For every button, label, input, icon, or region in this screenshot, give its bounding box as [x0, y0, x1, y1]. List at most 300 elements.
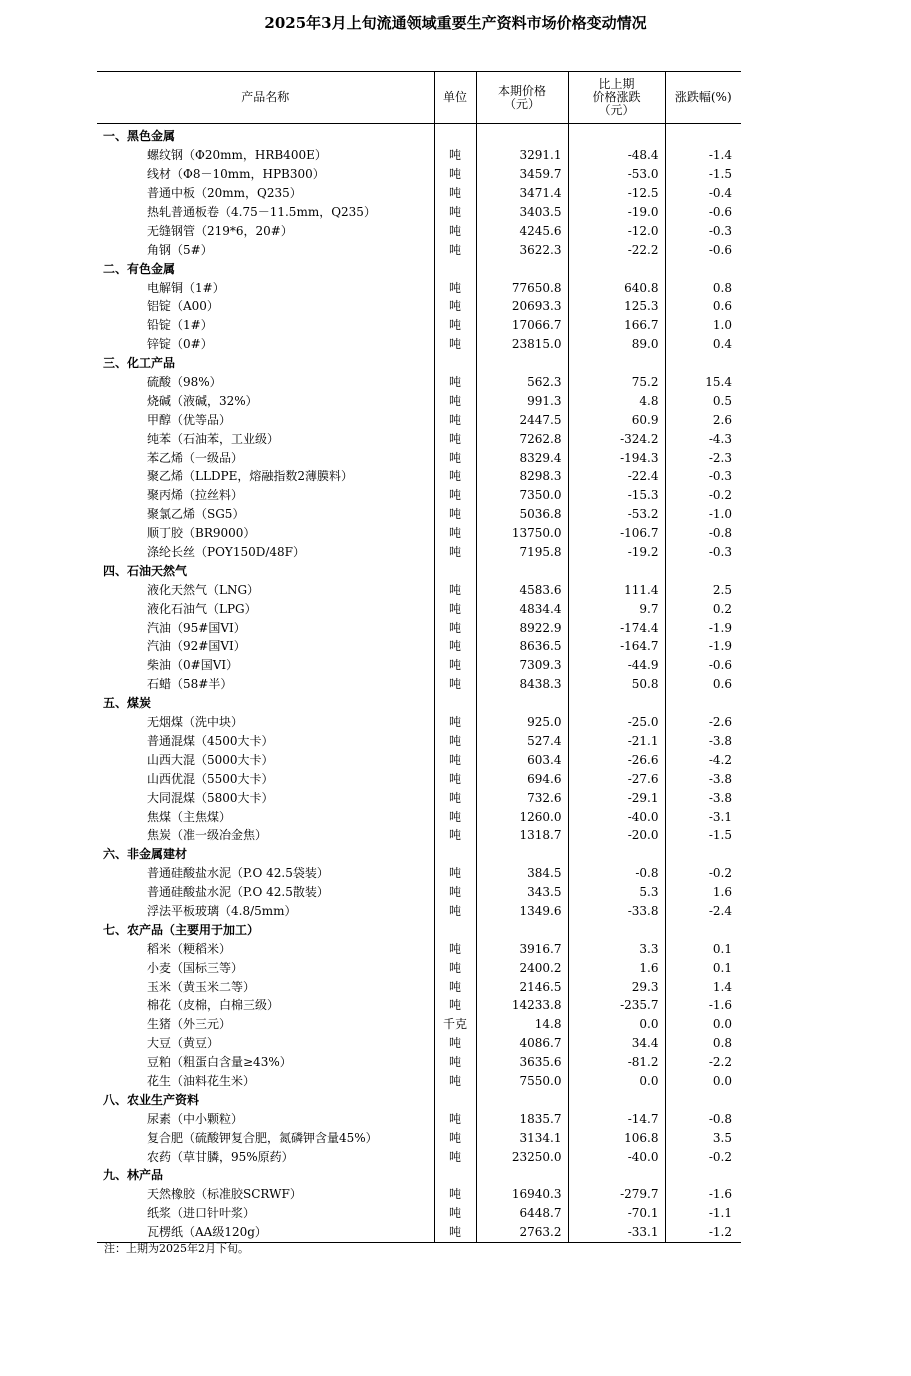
unit-cell — [434, 694, 476, 713]
price-change-cell — [568, 845, 665, 864]
product-name-cell: 普通中板（20mm，Q235） — [147, 186, 302, 201]
current-price-cell: 925.0 — [476, 713, 568, 732]
unit-cell: 吨 — [434, 240, 476, 259]
product-name-cell: 锌锭（0#） — [147, 337, 213, 352]
price-change-cell: -235.7 — [568, 996, 665, 1015]
current-price-cell: 1349.6 — [476, 902, 568, 921]
current-price-cell: 17066.7 — [476, 316, 568, 335]
table-row — [97, 410, 741, 429]
current-price-cell: 8922.9 — [476, 618, 568, 637]
current-price-cell: 991.3 — [476, 391, 568, 410]
table-row — [97, 713, 741, 732]
product-name-cell: 生猪（外三元） — [147, 1017, 232, 1032]
product-name-cell: 螺纹钢（Φ20mm，HRB400E） — [147, 148, 327, 163]
price-change-cell: 0.0 — [568, 1015, 665, 1034]
price-change-cell — [568, 1090, 665, 1109]
change-percent-cell: -3.8 — [665, 732, 741, 751]
current-price-cell: 7550.0 — [476, 1072, 568, 1091]
product-name-cell: 普通硅酸盐水泥（P.O 42.5袋装） — [147, 866, 329, 881]
table-row — [97, 486, 741, 505]
product-name-cell: 天然橡胶（标准胶SCRWF） — [147, 1187, 302, 1202]
price-change-cell: -194.3 — [568, 448, 665, 467]
change-percent-cell: 0.8 — [665, 278, 741, 297]
product-name-cell: 聚氯乙烯（SG5） — [147, 507, 245, 522]
product-name-cell: 无烟煤（洗中块） — [147, 715, 244, 730]
change-percent-cell: -2.2 — [665, 1053, 741, 1072]
unit-cell: 吨 — [434, 750, 476, 769]
header-current-price — [476, 72, 568, 124]
table-header-row — [97, 72, 741, 124]
product-name-cell: 豆粕（粗蛋白含量≥43%） — [147, 1055, 292, 1070]
product-name-cell: 一、黑色金属 — [103, 129, 176, 144]
unit-cell: 吨 — [434, 1185, 476, 1204]
unit-cell: 吨 — [434, 958, 476, 977]
unit-cell — [434, 845, 476, 864]
unit-cell: 吨 — [434, 637, 476, 656]
change-percent-cell: -0.4 — [665, 184, 741, 203]
change-percent-cell: -2.3 — [665, 448, 741, 467]
price-change-cell — [568, 694, 665, 713]
page-title: 2025年3月上旬流通领域重要生产资料市场价格变动情况 — [264, 14, 647, 32]
unit-cell: 吨 — [434, 769, 476, 788]
change-percent-cell: 2.5 — [665, 580, 741, 599]
unit-cell: 吨 — [434, 184, 476, 203]
unit-cell: 吨 — [434, 524, 476, 543]
current-price-cell: 77650.8 — [476, 278, 568, 297]
current-price-cell — [476, 259, 568, 278]
product-name-cell: 液化石油气（LPG） — [147, 601, 257, 616]
current-price-cell: 3916.7 — [476, 939, 568, 958]
current-price-cell: 5036.8 — [476, 505, 568, 524]
unit-cell: 吨 — [434, 1109, 476, 1128]
table-row — [97, 750, 741, 769]
unit-cell: 吨 — [434, 486, 476, 505]
change-percent-cell: -2.6 — [665, 713, 741, 732]
category-row — [97, 1166, 741, 1185]
change-percent-cell: -1.5 — [665, 165, 741, 184]
change-percent-cell: -0.2 — [665, 864, 741, 883]
product-name-cell: 铝锭（A00） — [147, 299, 219, 314]
change-percent-cell: -1.1 — [665, 1204, 741, 1223]
price-change-cell: -19.2 — [568, 543, 665, 562]
unit-cell: 吨 — [434, 996, 476, 1015]
current-price-cell: 23815.0 — [476, 335, 568, 354]
product-name-cell: 稻米（粳稻米） — [147, 941, 232, 956]
price-change-cell: -22.2 — [568, 240, 665, 259]
change-percent-cell: 0.1 — [665, 939, 741, 958]
header-price-change — [568, 72, 665, 124]
unit-cell: 吨 — [434, 599, 476, 618]
category-row — [97, 920, 741, 939]
change-percent-cell: -0.8 — [665, 524, 741, 543]
product-name-cell: 线材（Φ8－10mm，HPB300） — [147, 167, 325, 182]
product-name-cell: 普通硅酸盐水泥（P.O 42.5散装） — [147, 885, 329, 900]
category-row — [97, 1090, 741, 1109]
price-change-cell: 640.8 — [568, 278, 665, 297]
product-name-cell: 顺丁胶（BR9000） — [147, 526, 256, 541]
current-price-cell: 1318.7 — [476, 826, 568, 845]
change-percent-cell: -0.6 — [665, 656, 741, 675]
current-price-cell: 2447.5 — [476, 410, 568, 429]
price-change-cell — [568, 561, 665, 580]
unit-cell: 吨 — [434, 410, 476, 429]
price-change-cell: 89.0 — [568, 335, 665, 354]
current-price-cell — [476, 694, 568, 713]
change-percent-cell: -0.2 — [665, 486, 741, 505]
price-change-cell: -279.7 — [568, 1185, 665, 1204]
price-change-cell: -48.4 — [568, 146, 665, 165]
price-change-cell — [568, 124, 665, 146]
price-change-cell: 1.6 — [568, 958, 665, 977]
header-current-price-line2: （元） — [503, 96, 540, 111]
price-change-cell: -106.7 — [568, 524, 665, 543]
current-price-cell: 4834.4 — [476, 599, 568, 618]
unit-cell: 吨 — [434, 203, 476, 222]
price-change-cell: 60.9 — [568, 410, 665, 429]
change-percent-cell: -0.8 — [665, 1109, 741, 1128]
current-price-cell: 4583.6 — [476, 580, 568, 599]
change-percent-cell: -0.3 — [665, 221, 741, 240]
price-change-cell: -20.0 — [568, 826, 665, 845]
change-percent-cell: -1.9 — [665, 637, 741, 656]
product-name-cell: 烧碱（液碱，32%） — [147, 393, 258, 408]
price-change-cell: -0.8 — [568, 864, 665, 883]
product-name-cell: 二、有色金属 — [103, 261, 176, 276]
table-row — [97, 580, 741, 599]
price-change-cell: -12.5 — [568, 184, 665, 203]
unit-cell: 吨 — [434, 335, 476, 354]
unit-cell: 吨 — [434, 165, 476, 184]
unit-cell: 吨 — [434, 316, 476, 335]
change-percent-cell — [665, 561, 741, 580]
table-row — [97, 656, 741, 675]
current-price-cell — [476, 124, 568, 146]
current-price-cell: 8298.3 — [476, 467, 568, 486]
unit-cell: 吨 — [434, 391, 476, 410]
price-change-cell: -164.7 — [568, 637, 665, 656]
product-name-cell: 汽油（95#国VI） — [147, 620, 246, 635]
price-change-cell: -26.6 — [568, 750, 665, 769]
product-name-cell: 玉米（黄玉米二等） — [147, 979, 256, 994]
current-price-cell: 8329.4 — [476, 448, 568, 467]
table-row — [97, 335, 741, 354]
change-percent-cell: -1.5 — [665, 826, 741, 845]
current-price-cell: 6448.7 — [476, 1204, 568, 1223]
change-percent-cell: 3.5 — [665, 1128, 741, 1147]
product-name-cell: 小麦（国标三等） — [147, 960, 244, 975]
current-price-cell: 694.6 — [476, 769, 568, 788]
change-percent-cell: 0.2 — [665, 599, 741, 618]
product-name-cell: 农药（草甘膦，95%原药） — [147, 1149, 294, 1164]
unit-cell: 吨 — [434, 1223, 476, 1242]
unit-cell: 吨 — [434, 505, 476, 524]
product-name-cell: 普通混煤（4500大卡） — [147, 733, 274, 748]
table-row — [97, 316, 741, 335]
change-percent-cell — [665, 354, 741, 373]
table-row — [97, 996, 741, 1015]
unit-cell: 吨 — [434, 675, 476, 694]
price-change-cell — [568, 920, 665, 939]
unit-cell: 千克 — [434, 1015, 476, 1034]
current-price-cell: 16940.3 — [476, 1185, 568, 1204]
change-percent-cell: -4.3 — [665, 429, 741, 448]
table-row — [97, 958, 741, 977]
change-percent-cell: -1.6 — [665, 1185, 741, 1204]
price-change-cell: -27.6 — [568, 769, 665, 788]
unit-cell: 吨 — [434, 1204, 476, 1223]
table-row — [97, 826, 741, 845]
unit-cell: 吨 — [434, 864, 476, 883]
unit-cell: 吨 — [434, 732, 476, 751]
price-change-cell: 9.7 — [568, 599, 665, 618]
price-change-cell: 75.2 — [568, 373, 665, 392]
change-percent-cell: 2.6 — [665, 410, 741, 429]
product-name-cell: 甲醇（优等品） — [147, 412, 232, 427]
price-change-cell: -33.8 — [568, 902, 665, 921]
price-change-cell: 111.4 — [568, 580, 665, 599]
price-change-cell — [568, 1166, 665, 1185]
change-percent-cell: -0.6 — [665, 203, 741, 222]
table-row — [97, 732, 741, 751]
change-percent-cell: -2.4 — [665, 902, 741, 921]
product-name-cell: 花生（油料花生米） — [147, 1073, 256, 1088]
current-price-cell: 343.5 — [476, 883, 568, 902]
table-body — [97, 124, 741, 1243]
change-percent-cell: -3.8 — [665, 788, 741, 807]
table-row — [97, 883, 741, 902]
unit-cell: 吨 — [434, 902, 476, 921]
category-row — [97, 124, 741, 146]
change-percent-cell — [665, 259, 741, 278]
unit-cell — [434, 920, 476, 939]
current-price-cell: 3622.3 — [476, 240, 568, 259]
change-percent-cell: -3.8 — [665, 769, 741, 788]
change-percent-cell — [665, 920, 741, 939]
table-row — [97, 618, 741, 637]
price-change-cell: 34.4 — [568, 1034, 665, 1053]
product-name-cell: 纸浆（进口针叶浆） — [147, 1206, 256, 1221]
current-price-cell: 527.4 — [476, 732, 568, 751]
table-row — [97, 1147, 741, 1166]
change-percent-cell: -1.9 — [665, 618, 741, 637]
change-percent-cell: -1.4 — [665, 146, 741, 165]
product-name-cell: 聚乙烯（LLDPE，熔融指数2薄膜料） — [147, 469, 354, 484]
current-price-cell: 3471.4 — [476, 184, 568, 203]
table-row — [97, 429, 741, 448]
price-change-cell — [568, 259, 665, 278]
product-name-cell: 七、农产品（主要用于加工） — [103, 922, 260, 937]
change-percent-cell — [665, 1166, 741, 1185]
current-price-cell — [476, 1090, 568, 1109]
current-price-cell: 3403.5 — [476, 203, 568, 222]
category-row — [97, 354, 741, 373]
current-price-cell: 3635.6 — [476, 1053, 568, 1072]
unit-cell: 吨 — [434, 467, 476, 486]
unit-cell: 吨 — [434, 1053, 476, 1072]
change-percent-cell — [665, 1090, 741, 1109]
product-name-cell: 石蜡（58#半） — [147, 677, 233, 692]
current-price-cell — [476, 561, 568, 580]
change-percent-cell: 0.0 — [665, 1015, 741, 1034]
product-name-cell: 尿素（中小颗粒） — [147, 1111, 244, 1126]
price-change-cell: -19.0 — [568, 203, 665, 222]
product-name-cell: 山西优混（5500大卡） — [147, 771, 274, 786]
price-change-cell: -70.1 — [568, 1204, 665, 1223]
change-percent-cell: -0.3 — [665, 543, 741, 562]
product-name-cell: 无缝钢管（219*6，20#） — [147, 223, 293, 238]
category-row — [97, 694, 741, 713]
table-row — [97, 467, 741, 486]
product-name-cell: 热轧普通板卷（4.75－11.5mm，Q235） — [147, 205, 376, 219]
table-row — [97, 165, 741, 184]
unit-cell: 吨 — [434, 373, 476, 392]
current-price-cell: 7309.3 — [476, 656, 568, 675]
unit-cell: 吨 — [434, 788, 476, 807]
unit-cell: 吨 — [434, 807, 476, 826]
header-price-change-line2: 价格涨跌 — [592, 90, 641, 104]
product-name-cell: 聚丙烯（拉丝料） — [147, 488, 244, 503]
change-percent-cell: 15.4 — [665, 373, 741, 392]
table-row — [97, 203, 741, 222]
current-price-cell: 2146.5 — [476, 977, 568, 996]
current-price-cell: 7195.8 — [476, 543, 568, 562]
change-percent-cell: 0.6 — [665, 297, 741, 316]
table-row — [97, 807, 741, 826]
unit-cell: 吨 — [434, 221, 476, 240]
table-row — [97, 448, 741, 467]
price-table — [97, 71, 741, 1243]
header-current-price-line1: 本期价格 — [497, 83, 546, 98]
unit-cell: 吨 — [434, 297, 476, 316]
price-change-cell — [568, 354, 665, 373]
price-change-cell: 29.3 — [568, 977, 665, 996]
table-row — [97, 675, 741, 694]
change-percent-cell: 0.8 — [665, 1034, 741, 1053]
table-row — [97, 769, 741, 788]
price-change-cell: 50.8 — [568, 675, 665, 694]
price-change-cell: -25.0 — [568, 713, 665, 732]
unit-cell: 吨 — [434, 826, 476, 845]
product-name-cell: 浮法平板玻璃（4.8/5mm） — [147, 903, 297, 918]
table-row — [97, 1015, 741, 1034]
price-change-cell: -53.2 — [568, 505, 665, 524]
change-percent-cell: 0.6 — [665, 675, 741, 694]
table-row — [97, 1204, 741, 1223]
change-percent-cell: -3.1 — [665, 807, 741, 826]
change-percent-cell: 1.6 — [665, 883, 741, 902]
product-name-cell: 大同混煤（5800大卡） — [147, 790, 274, 805]
unit-cell: 吨 — [434, 1034, 476, 1053]
price-change-cell: 3.3 — [568, 939, 665, 958]
product-name-cell: 柴油（0#国VI） — [147, 658, 239, 673]
change-percent-cell: 0.0 — [665, 1072, 741, 1091]
product-name-cell: 焦煤（主焦煤） — [147, 809, 232, 824]
table-row — [97, 505, 741, 524]
current-price-cell: 13750.0 — [476, 524, 568, 543]
current-price-cell: 4086.7 — [476, 1034, 568, 1053]
unit-cell: 吨 — [434, 1147, 476, 1166]
product-name-cell: 电解铜（1#） — [147, 280, 225, 295]
product-name-cell: 五、煤炭 — [103, 696, 152, 711]
product-name-cell: 八、农业生产资料 — [103, 1092, 200, 1107]
current-price-cell — [476, 1166, 568, 1185]
price-change-cell: -40.0 — [568, 807, 665, 826]
current-price-cell — [476, 845, 568, 864]
header-unit: 单位 — [434, 72, 476, 124]
table-row — [97, 599, 741, 618]
change-percent-cell: -1.0 — [665, 505, 741, 524]
unit-cell: 吨 — [434, 1128, 476, 1147]
product-name-cell: 铅锭（1#） — [147, 318, 213, 333]
price-change-cell: 0.0 — [568, 1072, 665, 1091]
price-change-cell: -12.0 — [568, 221, 665, 240]
unit-cell — [434, 354, 476, 373]
product-name-cell: 角钢（5#） — [147, 242, 213, 257]
table-row — [97, 1109, 741, 1128]
category-row — [97, 561, 741, 580]
current-price-cell: 4245.6 — [476, 221, 568, 240]
header-price-change-line1: 比上期 — [598, 77, 635, 91]
table-row — [97, 543, 741, 562]
table-row — [97, 1128, 741, 1147]
product-name-cell: 四、石油天然气 — [103, 563, 188, 578]
unit-cell: 吨 — [434, 656, 476, 675]
product-name-cell: 焦炭（准一级冶金焦） — [147, 828, 268, 843]
unit-cell: 吨 — [434, 713, 476, 732]
unit-cell — [434, 1166, 476, 1185]
product-name-cell: 涤纶长丝（POY150D/48F） — [147, 545, 305, 560]
current-price-cell: 2763.2 — [476, 1223, 568, 1242]
change-percent-cell: -1.2 — [665, 1223, 741, 1242]
unit-cell: 吨 — [434, 448, 476, 467]
price-change-cell: -40.0 — [568, 1147, 665, 1166]
table-row — [97, 977, 741, 996]
current-price-cell: 7262.8 — [476, 429, 568, 448]
price-change-cell: -15.3 — [568, 486, 665, 505]
change-percent-cell: 1.0 — [665, 316, 741, 335]
table-row — [97, 184, 741, 203]
change-percent-cell: 0.5 — [665, 391, 741, 410]
category-row — [97, 259, 741, 278]
unit-cell: 吨 — [434, 278, 476, 297]
current-price-cell — [476, 920, 568, 939]
current-price-cell: 23250.0 — [476, 1147, 568, 1166]
unit-cell: 吨 — [434, 977, 476, 996]
table-row — [97, 864, 741, 883]
current-price-cell: 1260.0 — [476, 807, 568, 826]
current-price-cell: 2400.2 — [476, 958, 568, 977]
table-row — [97, 297, 741, 316]
table-row — [97, 1072, 741, 1091]
unit-cell — [434, 561, 476, 580]
price-change-cell: -81.2 — [568, 1053, 665, 1072]
product-name-cell: 硫酸（98%） — [147, 375, 222, 390]
current-price-cell: 14233.8 — [476, 996, 568, 1015]
table-row — [97, 902, 741, 921]
product-name-cell: 瓦楞纸（AA级120g） — [97, 1223, 434, 1242]
table-row — [97, 240, 741, 259]
table-row — [97, 1185, 741, 1204]
header-price-change-line3: （元） — [598, 103, 635, 117]
unit-cell — [434, 259, 476, 278]
table-row — [97, 524, 741, 543]
product-name-cell: 纯苯（石油苯，工业级） — [147, 431, 280, 446]
price-change-cell: 4.8 — [568, 391, 665, 410]
table-row — [97, 1053, 741, 1072]
change-percent-cell: -4.2 — [665, 750, 741, 769]
price-change-cell: -21.1 — [568, 732, 665, 751]
footnote: 注：上期为2025年2月下旬。 — [104, 1242, 249, 1255]
